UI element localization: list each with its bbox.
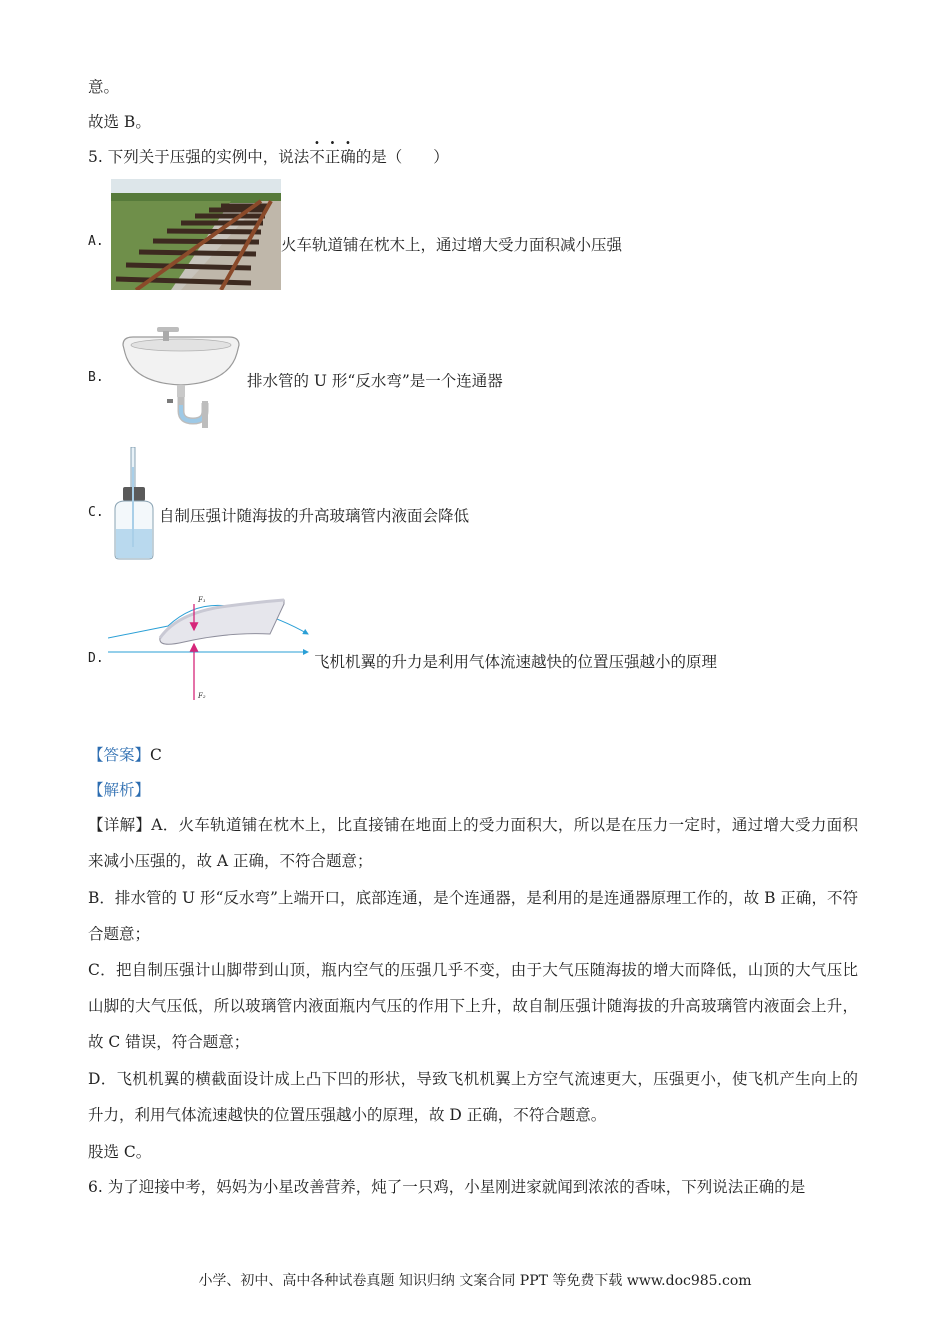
page-footer: 小学、初中、高中各种试卷真题 知识归纳 文案合同 PPT 等免费下载 www.doc985.com: [198, 1273, 752, 1289]
text-line: 故选 B。: [88, 113, 151, 131]
detail-c: C．把自制压强计山脚带到山顶，瓶内空气的压强几乎不变，由于大气压随海拔的增大而降低，山顶的大气压比山脚的大气压低，所以玻璃管内液面瓶内气压的作用下上升，故自制压强计随海拔的升高玻璃管内液面会上升，故 C 错误，符合题意；: [88, 961, 858, 1051]
detail-d: D．飞机机翼的横截面设计成上凸下凹的形状，导致飞机机翼上方空气流速更大，压强更小，使飞机产生向上的升力，利用气体流速越快的位置压强越小的原理，故 D 正确，不符合题意。: [88, 1070, 858, 1124]
homemade-barometer-image: [109, 447, 159, 561]
option-d-text: 飞机机翼的升力是利用气体流速越快的位置压强越小的原理: [314, 653, 718, 671]
f1-label: F₁: [198, 596, 206, 604]
analysis-label: 【解析】: [88, 781, 151, 799]
option-b-letter: B.: [88, 370, 104, 385]
option-a-text: 火车轨道铺在枕木上，通过增大受力面积减小压强: [281, 236, 623, 254]
option-a-letter: A.: [88, 234, 104, 249]
option-c-letter: C.: [88, 505, 104, 520]
option-d-letter: D.: [88, 651, 104, 666]
railway-track-image: [111, 179, 281, 290]
f2-label: F₂: [198, 692, 206, 700]
question-5-stem: 5. 下列关于压强的实例中，说法不正确的是（ ）: [88, 148, 449, 166]
detail-b: B．排水管的 U 形“反水弯”上端开口，底部连通，是个连通器，是利用的是连通器原理工作的，故 B 正确，不符合题意；: [88, 889, 858, 943]
option-c-text: 自制压强计随海拔的升高玻璃管内液面会降低: [159, 507, 470, 525]
detail-a: 【详解】A．火车轨道铺在枕木上，比直接铺在地面上的受力面积大，所以是在压力一定时，通过增大受力面积来减小压强的，故 A 正确，不符合题意；: [88, 816, 858, 870]
text-line: 意。: [88, 78, 120, 96]
sink-u-trap-image: [119, 323, 243, 428]
airfoil-airflow-diagram: [108, 590, 314, 704]
question-6-stem: 6. 为了迎接中考，妈妈为小星改善营养，炖了一只鸡，小星刚进家就闻到浓浓的香味，下列说法正确的是: [88, 1178, 806, 1196]
answer-line: 【答案】C: [88, 746, 162, 764]
conclusion: 股选 C。: [88, 1143, 152, 1161]
option-b-text: 排水管的 U 形“反水弯”是一个连通器: [247, 372, 503, 390]
